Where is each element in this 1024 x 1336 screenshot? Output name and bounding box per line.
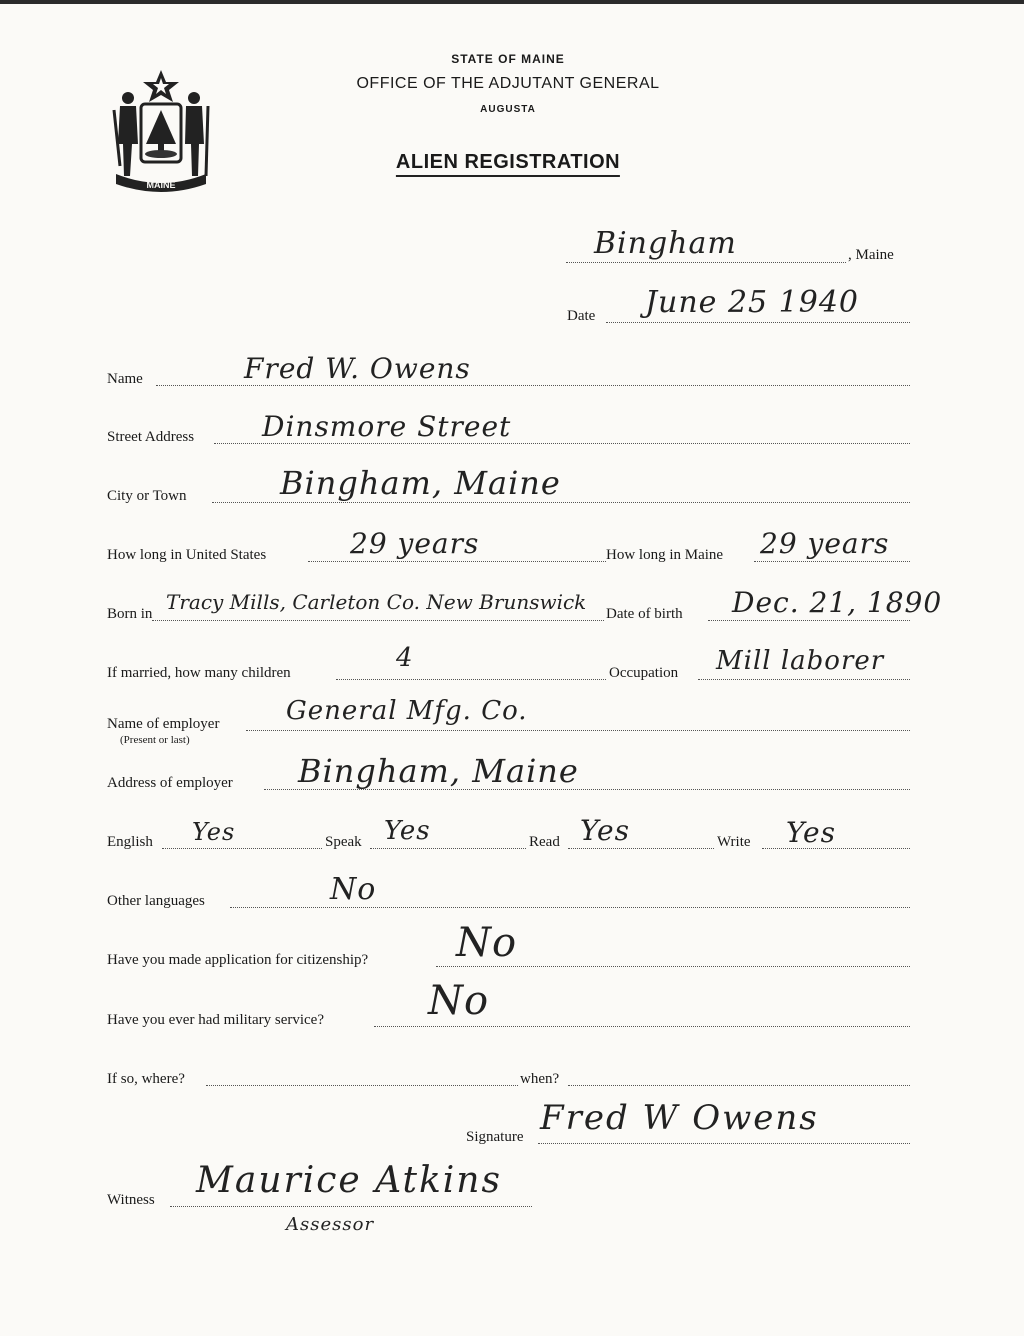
how-long-maine-line bbox=[754, 561, 910, 562]
born-in-value: Tracy Mills, Carleton Co. New Brunswick bbox=[166, 590, 587, 614]
speak-line bbox=[370, 848, 526, 849]
military-line bbox=[374, 1026, 910, 1027]
read-label: Read bbox=[529, 834, 560, 850]
employer-address-value: Bingham, Maine bbox=[298, 752, 579, 790]
born-in-label: Born in bbox=[107, 606, 153, 622]
other-languages-value: No bbox=[330, 872, 377, 907]
top-border bbox=[0, 0, 1024, 4]
military-value: No bbox=[428, 978, 490, 1024]
when-line bbox=[568, 1085, 910, 1086]
name-value: Fred W. Owens bbox=[244, 352, 471, 385]
children-label: If married, how many children bbox=[107, 665, 291, 681]
citizenship-label: Have you made application for citizenship? bbox=[107, 952, 369, 968]
header-city: AUGUSTA bbox=[480, 104, 536, 115]
name-label: Name bbox=[107, 371, 143, 387]
citizenship-value: No bbox=[456, 920, 518, 966]
seal-banner-text: MAINE bbox=[146, 180, 176, 190]
citizenship-line bbox=[436, 966, 910, 967]
date-value: June 25 1940 bbox=[645, 285, 860, 320]
town-value: Bingham bbox=[594, 226, 737, 261]
city-line bbox=[212, 502, 910, 503]
english-value: Yes bbox=[192, 818, 236, 846]
employer-name-label: Name of employer bbox=[107, 716, 220, 732]
date-of-birth-line bbox=[708, 620, 910, 621]
write-label: Write bbox=[717, 834, 751, 850]
employer-name-line bbox=[246, 730, 910, 731]
speak-value: Yes bbox=[384, 816, 431, 846]
other-languages-line bbox=[230, 907, 910, 908]
english-line bbox=[162, 848, 322, 849]
witness-line bbox=[170, 1206, 532, 1207]
how-long-maine-value: 29 years bbox=[760, 527, 890, 560]
street-line bbox=[214, 443, 910, 444]
children-value: 4 bbox=[396, 643, 414, 673]
other-languages-label: Other languages bbox=[107, 893, 205, 909]
write-line bbox=[762, 848, 910, 849]
witness-label: Witness bbox=[107, 1192, 155, 1208]
witness-title-value: Assessor bbox=[286, 1214, 375, 1235]
read-line bbox=[568, 848, 714, 849]
form-title: ALIEN REGISTRATION bbox=[396, 151, 620, 177]
how-long-maine-label: How long in Maine bbox=[606, 547, 724, 563]
header-office: OFFICE OF THE ADJUTANT GENERAL bbox=[356, 75, 660, 92]
signature-line bbox=[538, 1143, 910, 1144]
name-line bbox=[156, 385, 910, 386]
maine-label: , Maine bbox=[848, 247, 894, 263]
city-label: City or Town bbox=[107, 488, 187, 504]
date-of-birth-value: Dec. 21, 1890 bbox=[732, 586, 943, 619]
if-so-where-line bbox=[206, 1085, 518, 1086]
witness-value: Maurice Atkins bbox=[196, 1160, 502, 1201]
maine-seal-icon bbox=[106, 66, 216, 196]
english-label: English bbox=[107, 834, 153, 850]
date-of-birth-label: Date of birth bbox=[606, 606, 683, 622]
date-label: Date bbox=[567, 308, 596, 324]
how-long-us-line bbox=[308, 561, 606, 562]
born-in-line bbox=[152, 620, 604, 621]
signature-value: Fred W Owens bbox=[540, 1098, 819, 1138]
if-so-where-label: If so, where? bbox=[107, 1071, 185, 1087]
when-label: when? bbox=[520, 1071, 560, 1087]
how-long-us-label: How long in United States bbox=[107, 547, 267, 563]
city-value: Bingham, Maine bbox=[280, 464, 561, 502]
military-label: Have you ever had military service? bbox=[107, 1012, 324, 1028]
signature-label: Signature bbox=[466, 1129, 524, 1145]
occupation-value: Mill laborer bbox=[716, 646, 885, 676]
employer-address-label: Address of employer bbox=[107, 775, 233, 791]
how-long-us-value: 29 years bbox=[350, 527, 480, 560]
children-line bbox=[336, 679, 606, 680]
speak-label: Speak bbox=[325, 834, 362, 850]
occupation-line bbox=[698, 679, 910, 680]
employer-name-value: General Mfg. Co. bbox=[286, 696, 528, 726]
read-value: Yes bbox=[580, 814, 630, 847]
town-line bbox=[566, 262, 846, 263]
occupation-label: Occupation bbox=[609, 665, 679, 681]
street-label: Street Address bbox=[107, 429, 195, 445]
header-state: STATE OF MAINE bbox=[451, 52, 565, 66]
write-value: Yes bbox=[786, 816, 836, 849]
date-line bbox=[606, 322, 910, 323]
employer-name-note: (Present or last) bbox=[120, 734, 190, 746]
street-value: Dinsmore Street bbox=[262, 410, 512, 443]
